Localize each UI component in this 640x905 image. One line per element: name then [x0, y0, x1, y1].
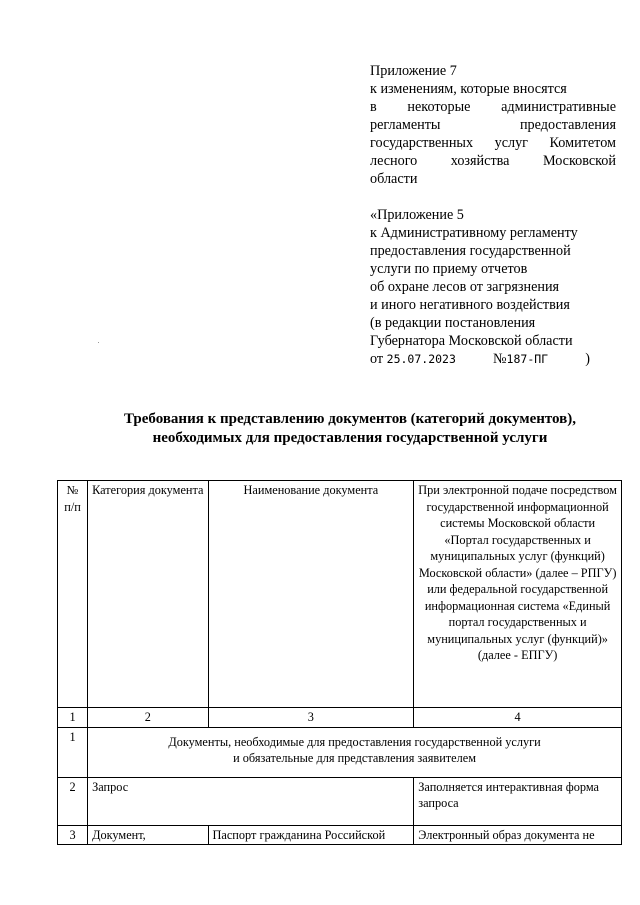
- section-row: [58, 727, 622, 777]
- col-number: 3: [208, 708, 414, 728]
- annex5-line: (в редакции постановления: [370, 315, 536, 331]
- scan-speck: [98, 342, 99, 343]
- annex7-line: в некоторые административные: [370, 99, 616, 115]
- annex7-line: Приложение 7: [370, 63, 457, 79]
- table-row: [58, 777, 622, 825]
- number-prefix: №: [493, 351, 507, 367]
- annex5-line: Губернатора Московской области: [370, 333, 573, 349]
- header-category: Категория документа: [88, 481, 208, 708]
- annex5-line: об охране лесов от загрязнения: [370, 279, 560, 295]
- section-title-line: и обязательные для представления заявителем: [233, 751, 476, 765]
- header-name: Наименование документа: [208, 481, 414, 708]
- annex5-line: и иного негативного воздействия: [370, 297, 570, 313]
- col-number: 4: [414, 708, 622, 728]
- annex5-line: к Административному регламенту: [370, 225, 578, 241]
- row-name: Паспорт гражданина Российской: [208, 825, 414, 845]
- title-line: Требования к представлению документов (категорий документов),: [123, 411, 577, 427]
- decree-date-line: [370, 350, 616, 368]
- annex5-line: «Приложение 5: [370, 207, 464, 223]
- section-num: 1: [58, 727, 88, 777]
- date-prefix: от: [370, 351, 384, 367]
- annex7-line: государственных услуг Комитетом: [370, 135, 616, 151]
- decree-date: 25.07.2023: [386, 352, 456, 366]
- row-num: 3: [58, 825, 88, 845]
- col-number: 1: [58, 708, 88, 728]
- annex-header: [370, 62, 616, 368]
- annex5-line: предоставления государственной: [370, 243, 571, 259]
- column-number-row: [58, 708, 622, 728]
- section-title-line: Документы, необходимые для предоставления государственной услуги: [168, 734, 541, 749]
- section-title: [88, 727, 622, 777]
- requirements-table: [57, 480, 622, 845]
- row-category: Запрос: [88, 777, 414, 825]
- row-electronic: Заполняется интерактивная форма запроса: [414, 777, 622, 825]
- row-category: Документ,: [88, 825, 208, 845]
- header-electronic: При электронной подаче посредством государственной информационной системы Московской области «Портал государственных и муниципальных услуг (функций) Московской области» (далее – РПГУ) или федеральной государственной информационная система «Единый портал государственных и муниципальных услуг (функций)» (далее - ЕПГУ): [414, 481, 622, 708]
- table-header-row: [58, 481, 622, 708]
- title-line: необходимых для предоставления государственной услуги: [152, 430, 548, 446]
- annex7-line: к изменениям, которые вносятся: [370, 81, 567, 97]
- col-number: 2: [88, 708, 208, 728]
- annex7-line: регламенты предоставления: [370, 117, 616, 133]
- closing-paren: ): [585, 351, 590, 367]
- annex5-line: услуги по приему отчетов: [370, 261, 528, 277]
- table-row: [58, 825, 622, 845]
- decree-number: 187-ПГ: [506, 352, 549, 366]
- page-title: [60, 410, 640, 448]
- row-electronic: Электронный образ документа не: [414, 825, 622, 845]
- header-num: № п/п: [58, 481, 88, 708]
- row-num: 2: [58, 777, 88, 825]
- annex7-line: лесного хозяйства Московской: [370, 153, 616, 169]
- annex7-line: области: [370, 171, 418, 187]
